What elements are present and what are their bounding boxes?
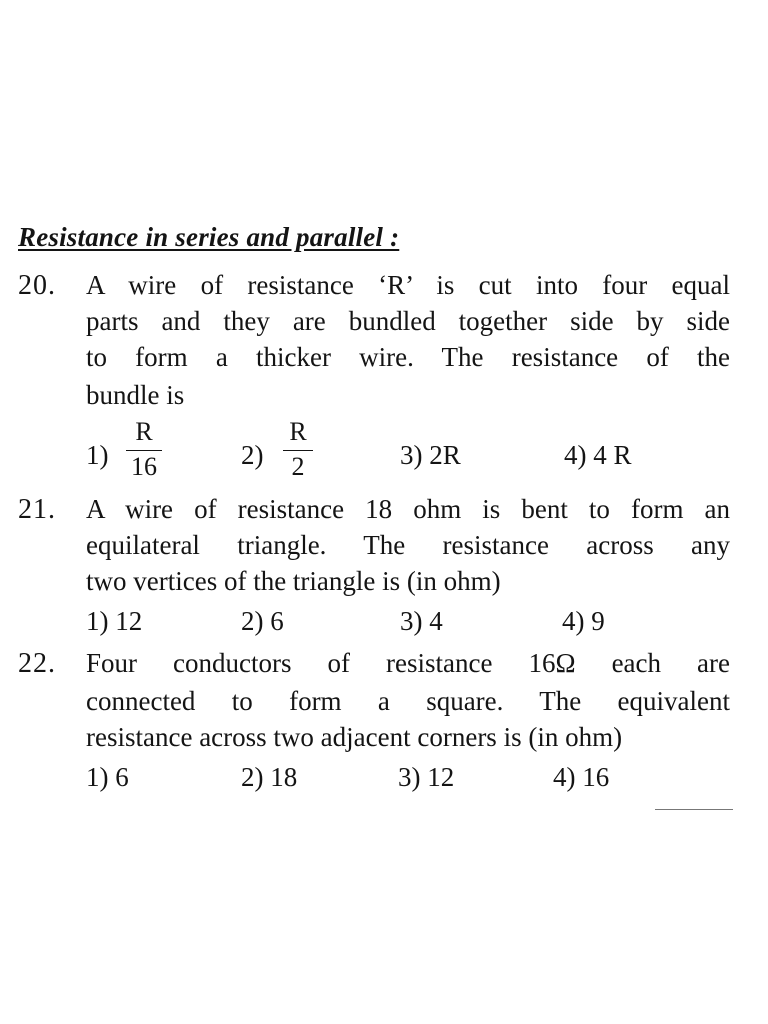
- question-22-number: 22.: [18, 648, 56, 679]
- question-22-option-2: 2) 18: [241, 762, 298, 792]
- section-heading: Resistance in series and parallel :: [18, 222, 400, 252]
- question-20-option-1-fraction: [126, 418, 162, 481]
- question-21-option-3: 3) 4: [400, 606, 443, 636]
- fraction-denominator: 2: [291, 452, 305, 481]
- question-20-option-2-fraction: [283, 418, 313, 481]
- question-22-line-1: Four conductors of resistance 16Ω each are: [86, 648, 730, 678]
- question-20-line-3: to form a thicker wire. The resistance of the: [86, 342, 730, 372]
- question-21-option-2: 2) 6: [241, 606, 284, 636]
- question-21-number: 21.: [18, 494, 56, 525]
- question-20-option-3: 3) 2R: [400, 440, 461, 470]
- fraction-bar: [126, 450, 162, 451]
- end-divider-line: [655, 809, 733, 810]
- question-20-line-1: A wire of resistance ‘R’ is cut into four equal: [86, 270, 730, 300]
- fraction-numerator: R: [135, 417, 153, 446]
- question-21-option-4: 4) 9: [562, 606, 605, 636]
- question-21-option-1: 1) 12: [86, 606, 143, 636]
- question-21-line-1: A wire of resistance 18 ohm is bent to form an: [86, 494, 730, 524]
- fraction-bar: [283, 450, 313, 451]
- fraction-numerator: R: [289, 417, 307, 446]
- question-20-line-2: parts and they are bundled together side by side: [86, 306, 730, 336]
- question-20-option-2-label: 2): [241, 440, 264, 470]
- question-20-option-4: 4) 4 R: [564, 440, 632, 470]
- question-21-line-3: two vertices of the triangle is (in ohm): [86, 566, 501, 596]
- question-20-line-4: bundle is: [86, 380, 185, 410]
- fraction-denominator: 16: [131, 452, 157, 481]
- question-20-number: 20.: [18, 270, 56, 301]
- question-22-option-1: 1) 6: [86, 762, 129, 792]
- question-22-option-4: 4) 16: [553, 762, 610, 792]
- question-22-line-3: resistance across two adjacent corners is (in ohm): [86, 722, 623, 752]
- question-22-line-2: connected to form a square. The equivalent: [86, 686, 730, 716]
- question-22-option-3: 3) 12: [398, 762, 455, 792]
- question-21-line-2: equilateral triangle. The resistance across any: [86, 530, 730, 560]
- question-20-option-1-label: 1): [86, 440, 109, 470]
